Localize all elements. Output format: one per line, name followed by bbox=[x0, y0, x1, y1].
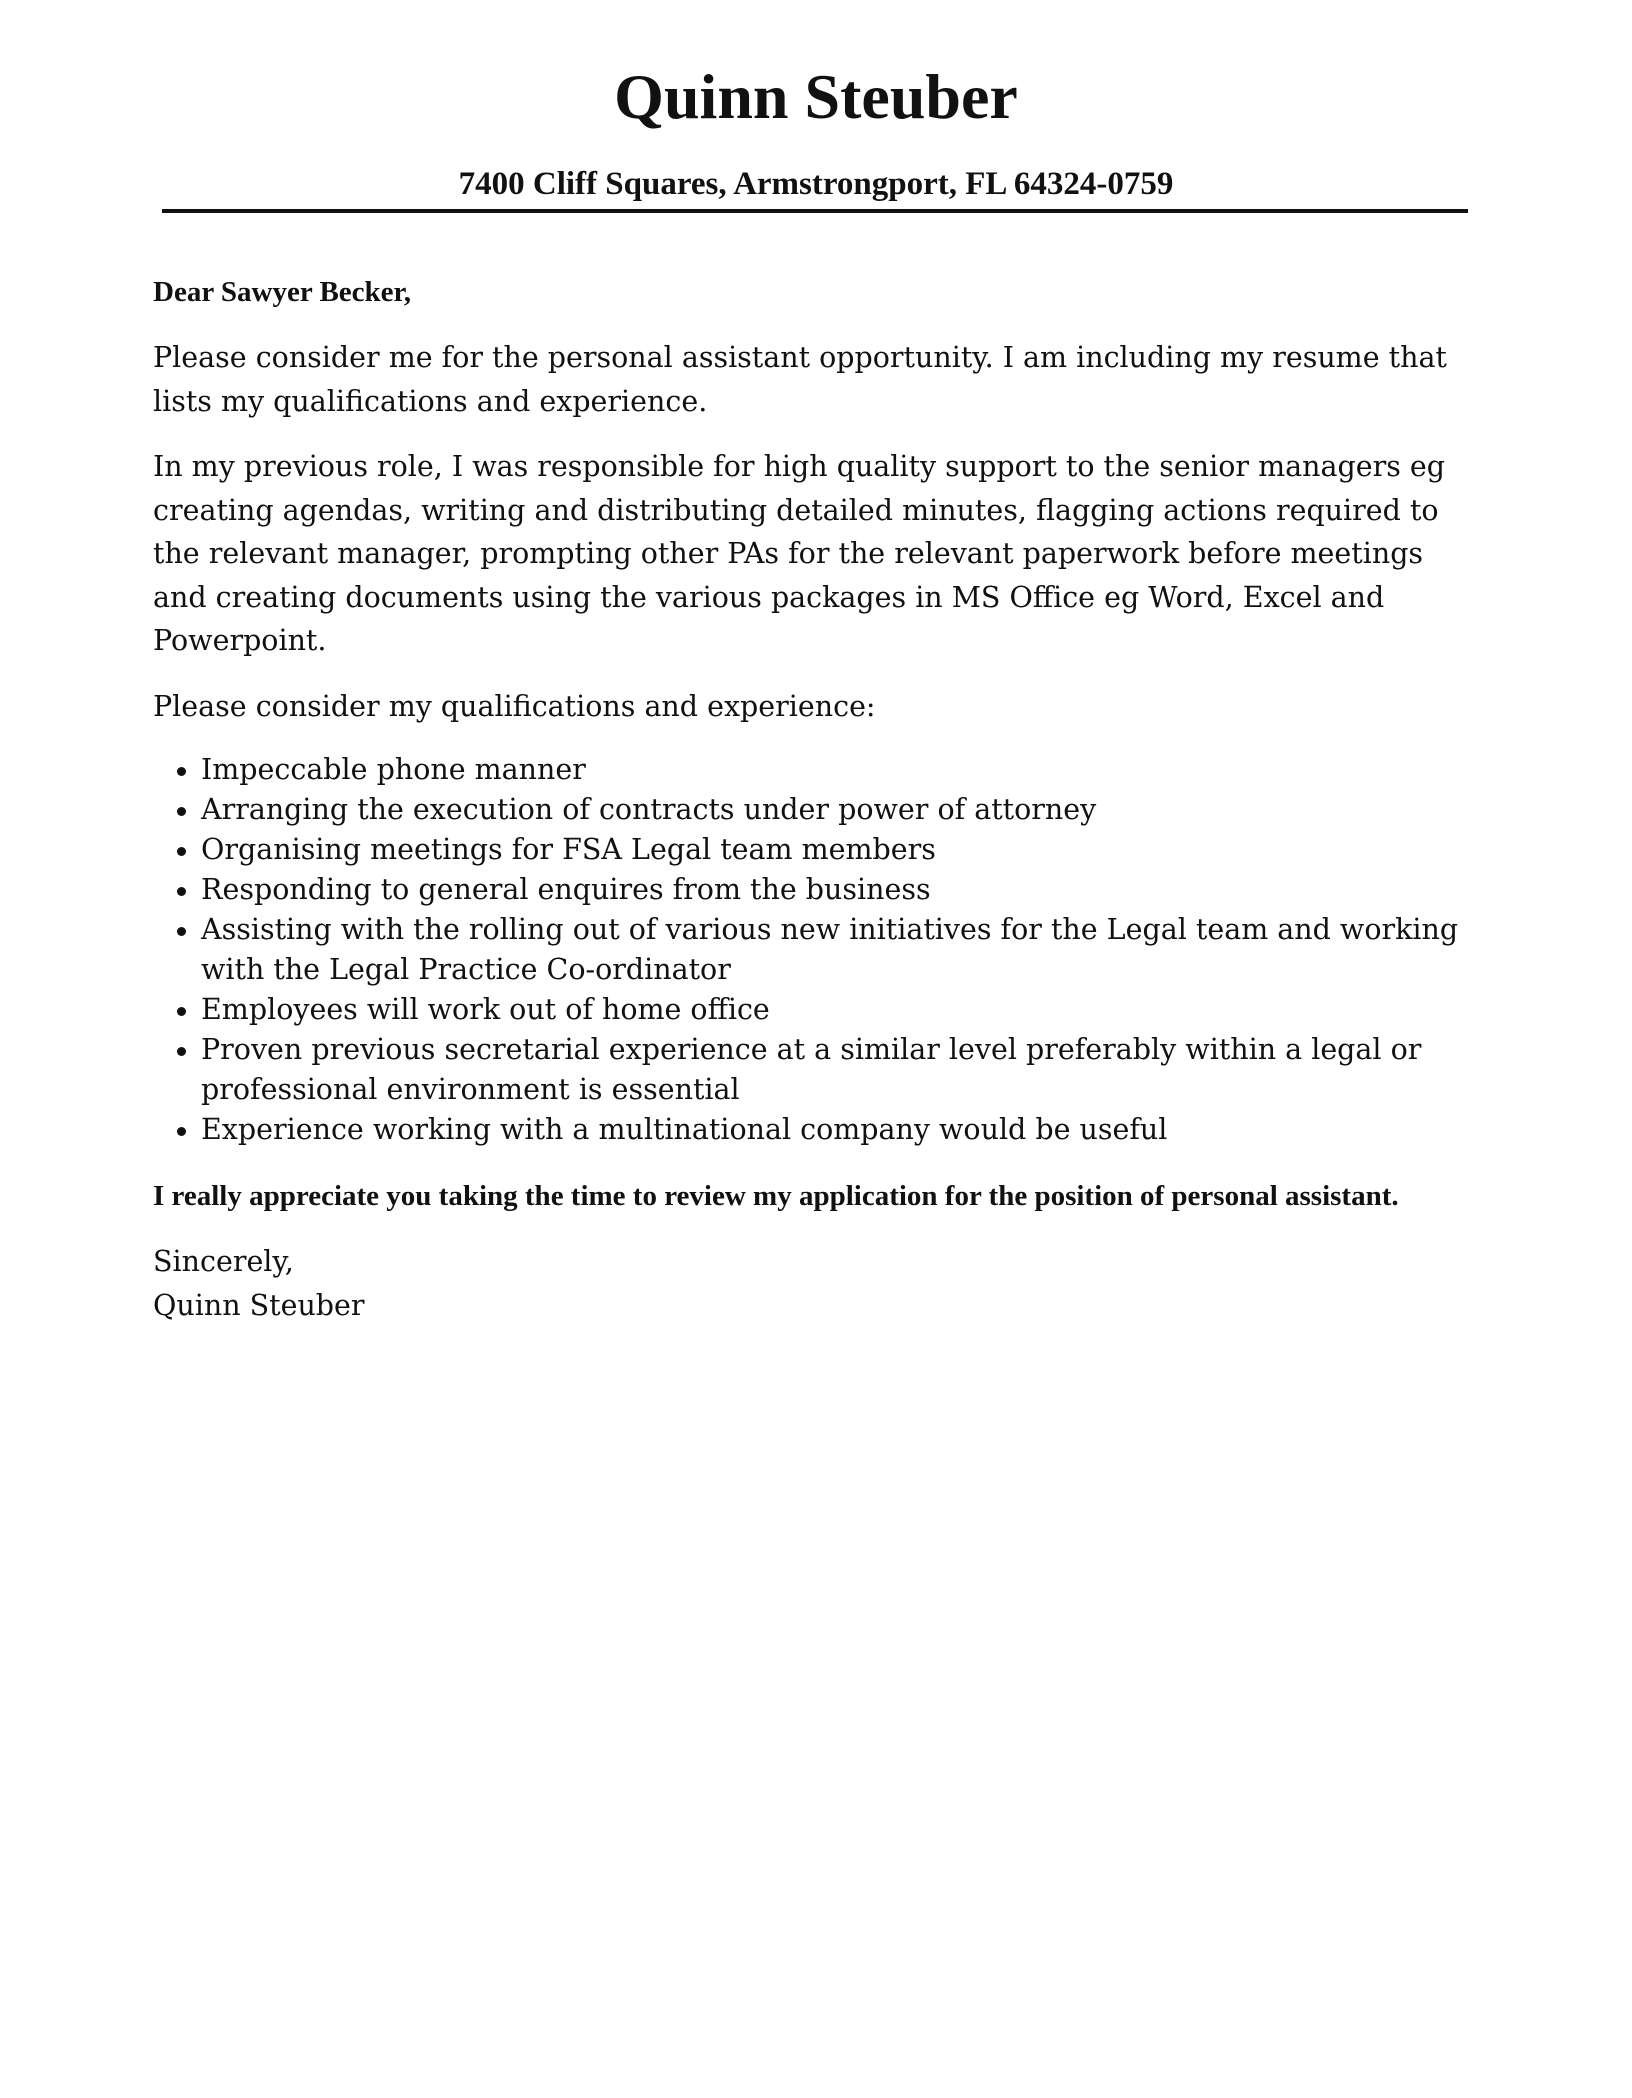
bullet-icon bbox=[177, 887, 186, 896]
applicant-name: Quinn Steuber bbox=[614, 61, 1018, 132]
list-item-text: Assisting with the rolling out of various new initiatives for the Legal team and working with the Legal Practice Co-ordinator bbox=[201, 913, 1459, 986]
bullet-icon bbox=[177, 1047, 186, 1056]
list-item bbox=[201, 1030, 1473, 1110]
experience-paragraph: In my previous role, I was responsible for high quality support to the senior managers eg creating agendas, writing and distributing detailed minutes, flagging actions required to the relevant manager, prompting other PAs for the relevant paperwork before meetings and creating documents using the various packages in MS Office eg Word, Excel and Powerpoint. bbox=[153, 450, 1445, 657]
list-item bbox=[201, 990, 1473, 1030]
letter-body bbox=[153, 270, 1473, 1327]
bullet-icon bbox=[177, 1127, 186, 1136]
closing-statement: I really appreciate you taking the time to review my application for the position of personal assistant. bbox=[153, 1180, 1399, 1212]
list-item bbox=[201, 790, 1473, 830]
list-item bbox=[201, 830, 1473, 870]
list-item-text: Impeccable phone manner bbox=[201, 753, 586, 786]
list-item-text: Arranging the execution of contracts under power of attorney bbox=[201, 793, 1097, 826]
bullet-icon bbox=[177, 807, 186, 816]
bullet-icon bbox=[177, 767, 186, 776]
list-item-text: Employees will work out of home office bbox=[201, 993, 770, 1026]
list-item bbox=[201, 750, 1473, 790]
applicant-address: 7400 Cliff Squares, Armstrongport, FL 64324-0759 bbox=[458, 166, 1174, 202]
list-item-text: Organising meetings for FSA Legal team members bbox=[201, 833, 936, 866]
list-item bbox=[201, 910, 1473, 990]
qualifications-list bbox=[153, 750, 1473, 1150]
qualifications-intro: Please consider my qualifications and experience: bbox=[153, 689, 876, 723]
salutation: Dear Sawyer Becker, bbox=[153, 276, 411, 308]
list-item-text: Experience working with a multinational company would be useful bbox=[201, 1113, 1168, 1146]
signoff: Sincerely, bbox=[153, 1245, 294, 1278]
list-item-text: Responding to general enquires from the business bbox=[201, 873, 931, 906]
list-item-text: Proven previous secretarial experience at a similar level preferably within a legal or professional environment is essential bbox=[201, 1033, 1422, 1106]
bullet-icon bbox=[177, 927, 186, 936]
list-item bbox=[201, 1110, 1473, 1150]
intro-paragraph: Please consider me for the personal assistant opportunity. I am including my resume that lists my qualifications and experience. bbox=[153, 341, 1447, 418]
signature-name: Quinn Steuber bbox=[153, 1288, 365, 1322]
bullet-icon bbox=[177, 1007, 186, 1016]
bullet-icon bbox=[177, 847, 186, 856]
signoff-block bbox=[153, 1240, 1473, 1327]
header-divider bbox=[162, 209, 1468, 213]
list-item bbox=[201, 870, 1473, 910]
